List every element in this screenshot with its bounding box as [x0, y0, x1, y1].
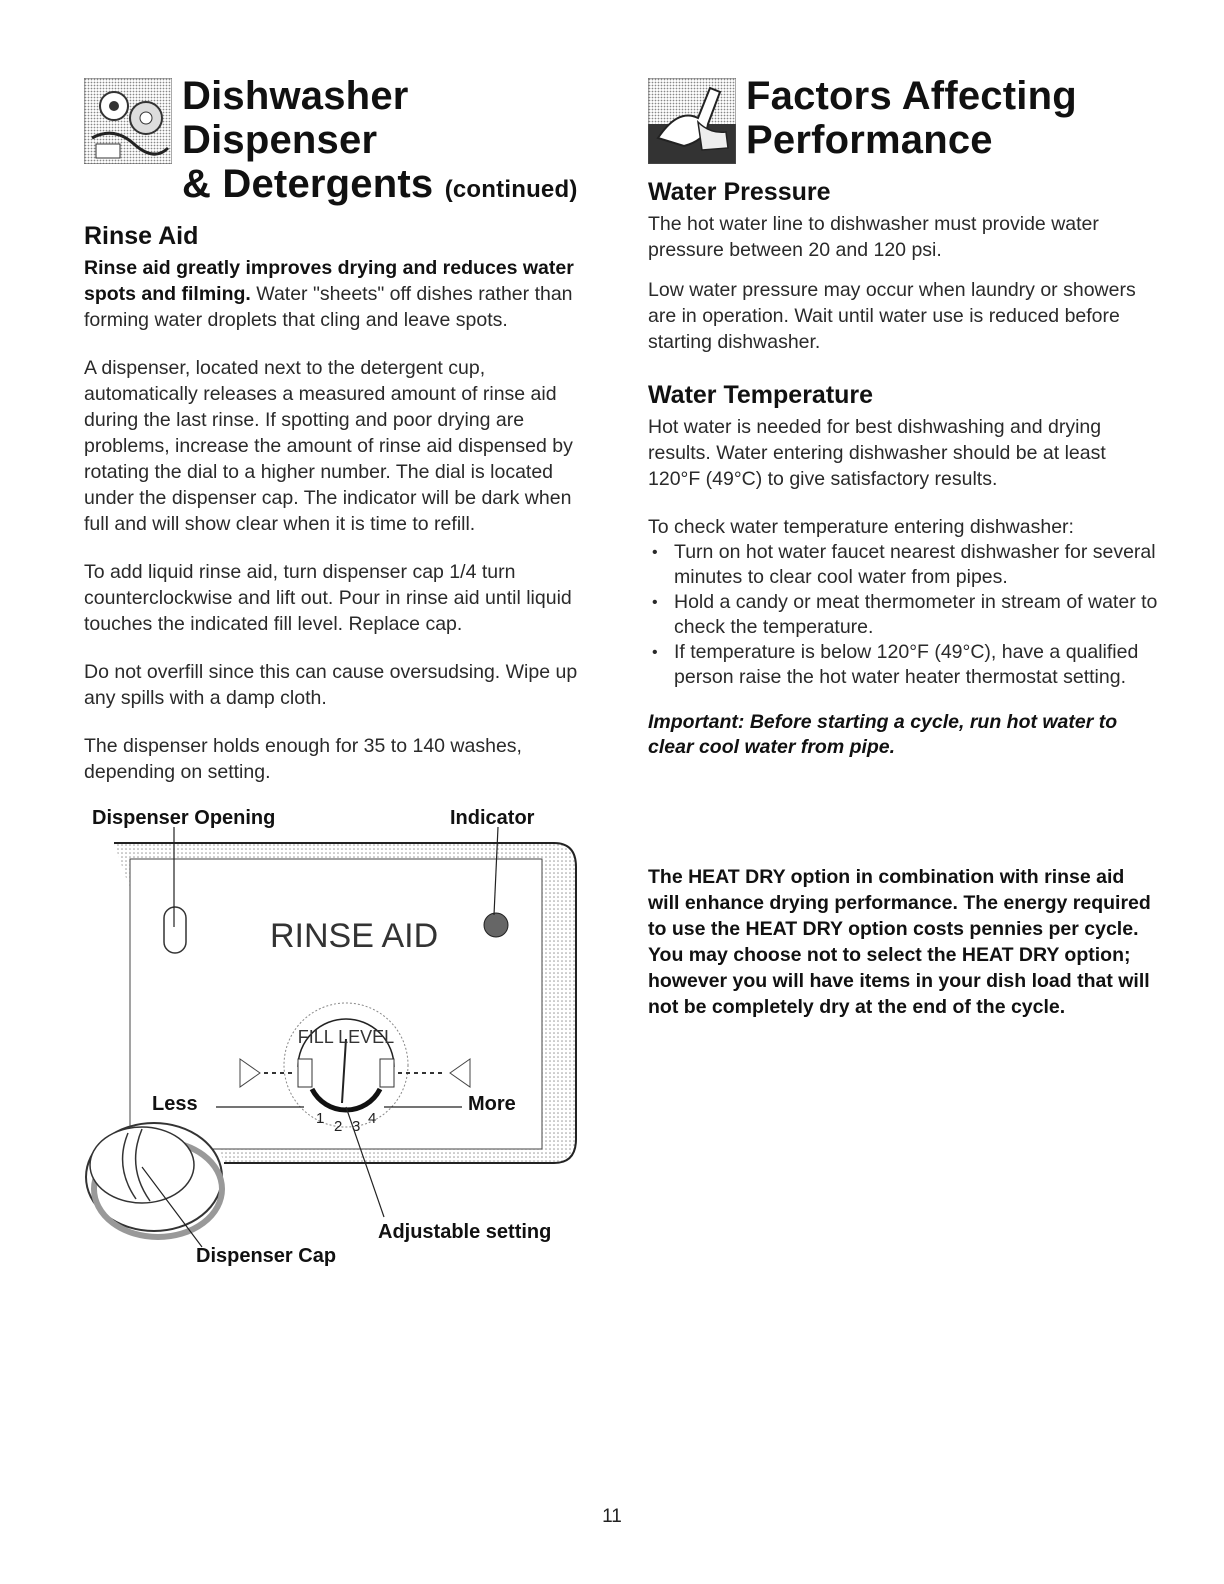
dial-number-2: 2 [334, 1118, 343, 1135]
list-item: • Hold a candy or meat thermometer in stream of water to check the temperature. [648, 590, 1158, 640]
title-detergents-text: & Detergents [182, 162, 434, 206]
hand-faucet-icon [648, 78, 736, 164]
heat-dry-note: The HEAT DRY option in combination with rinse aid will enhance drying performance. The energy required to use the HEAT DRY option costs pennies per cycle. You may choose not to select the HEAT DRY option; however you will have items in your dish load that will not be completely dry at the end of the cycle. [648, 866, 1151, 1018]
paragraph-pressure-range: The hot water line to dishwasher must provide water pressure between 20 and 120 psi. [648, 213, 1099, 261]
paragraph-overfill: Do not overfill since this can cause oversudsing. Wipe up any spills with a damp cloth. [84, 661, 578, 709]
rinse-aid-intro-rest: Water "sheets" off dishes rather than forming water droplets that cling and leave spots. [84, 283, 573, 331]
dial-number-3: 3 [352, 1118, 361, 1135]
rinse-aid-bold-lead: Rinse aid greatly improves drying and reduces water spots and filming. [84, 257, 574, 305]
list-item: • If temperature is below 120°F (49°C), have a qualified person raise the hot water heater thermostat setting. [648, 640, 1158, 690]
paragraph-low-pressure: Low water pressure may occur when laundry or showers are in operation. Wait until water use is reduced before starting dishwasher. [648, 279, 1136, 353]
left-column [84, 74, 584, 1277]
page-title-factors: Factors Affecting [746, 74, 1077, 118]
paragraph-capacity: The dispenser holds enough for 35 to 140 washes, depending on setting. [84, 735, 522, 783]
panel-rinse-aid-text: RINSE AID [270, 917, 439, 955]
label-adjustable-setting: Adjustable setting [378, 1221, 552, 1243]
list-item: • Turn on hot water faucet nearest dishwasher for several minutes to clear cool water from pipes. [648, 540, 1158, 590]
important-note: Important: Before starting a cycle, run hot water to clear cool water from pipe. [648, 711, 1118, 758]
page-title-performance: Performance [746, 118, 993, 162]
rinse-aid-illustration [84, 807, 584, 1277]
paragraph-dispenser-location: A dispenser, located next to the detergent cup, automatically releases a measured amount of rinse aid during the last rinse. If spotting and poor drying are problems, increase the amount of rinse aid dispensed by rotating the dial to a higher number. The dial is located under the dispenser cap. The indicator will be dark when full and will show clear when it is time to refill. [84, 357, 573, 535]
label-less: Less [152, 1093, 198, 1115]
section-header-dispenser [84, 74, 584, 212]
label-more: More [468, 1093, 516, 1115]
rinse-aid-diagram [84, 807, 584, 1277]
heading-rinse-aid: Rinse Aid [84, 222, 199, 250]
page-title-dispenser: Dishwasher Dispenser [182, 74, 409, 162]
right-column [648, 74, 1158, 1020]
paragraph-check-temp: To check water temperature entering dishwasher: [648, 516, 1074, 538]
page-title-detergents [182, 162, 584, 212]
label-indicator: Indicator [450, 807, 535, 829]
paragraph-add-rinse-aid: To add liquid rinse aid, turn dispenser cap 1/4 turn counterclockwise and lift out. Pour in rinse aid until liquid touches the indicated fill level. Replace cap. [84, 561, 572, 635]
paragraph-hot-water: Hot water is needed for best dishwashing and drying results. Water entering dishwasher should be at least 120°F (49°C) to give satisfactory results. [648, 416, 1106, 490]
label-dispenser-cap: Dispenser Cap [196, 1245, 337, 1267]
dishwasher-parts-icon [84, 78, 172, 164]
page-number: 11 [602, 1506, 622, 1527]
fill-level-text: FILL LEVEL [297, 1027, 395, 1047]
heading-water-temperature: Water Temperature [648, 381, 874, 409]
dispenser-opening-slot [164, 907, 186, 953]
heading-water-pressure: Water Pressure [648, 178, 831, 206]
dial-number-1: 1 [316, 1110, 325, 1127]
label-dispenser-opening: Dispenser Opening [92, 807, 276, 829]
title-continued: (continued) [444, 176, 578, 203]
indicator-dot [484, 913, 508, 937]
paragraph-rinse-aid-intro [84, 255, 584, 333]
section-header-factors [648, 74, 1158, 164]
temperature-steps-list [648, 540, 1158, 690]
dial-number-4: 4 [368, 1110, 377, 1127]
